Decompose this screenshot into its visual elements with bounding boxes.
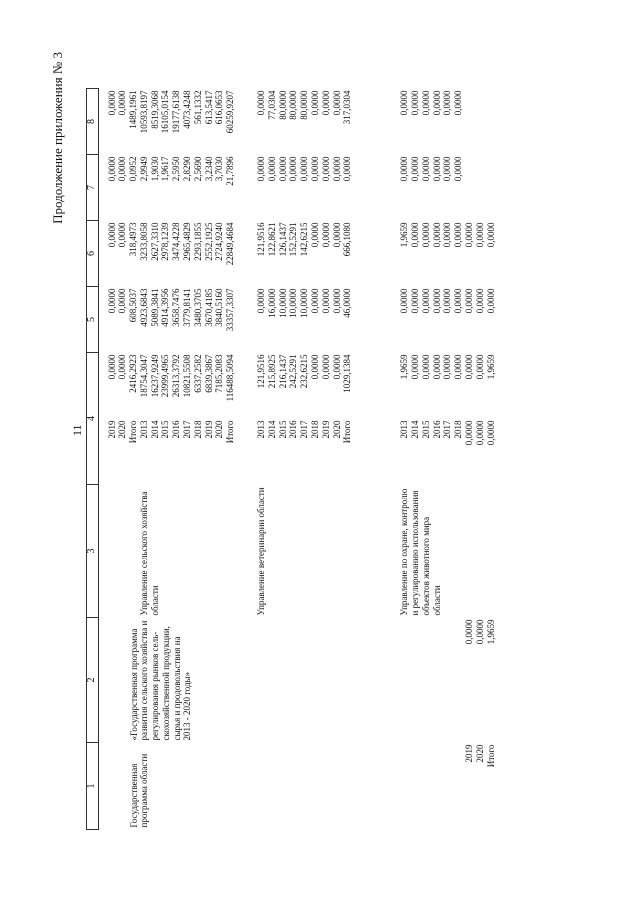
budget-table (86, 88, 496, 830)
value-cell: 2724,9240 (214, 222, 225, 261)
value-cell: 18754,3047 (138, 354, 149, 398)
value-cell: 23999,4965 (160, 354, 171, 398)
value-cell: 5089,3841 (149, 288, 160, 327)
value-cell: 80,0000 (288, 90, 299, 120)
value-cell: 0,0000 (331, 288, 342, 314)
value-cell: 77,0304 (266, 90, 277, 120)
year-cell: 2014 (266, 420, 277, 439)
year-cell: 2020 (474, 744, 485, 763)
value-cell: 2,9949 (138, 156, 149, 182)
value-cell: 33357,3307 (225, 288, 236, 332)
value-cell: 1,9659 (399, 222, 410, 248)
program-type-cell: Государственная программа области (128, 753, 150, 828)
organization-cell: Управление по охране, контролю и регулированию использования объектов животного мира области (399, 488, 442, 616)
year-cell: 2014 (149, 420, 160, 439)
column-header: 2 (87, 618, 99, 743)
value-cell: 0,0000 (299, 156, 310, 182)
value-cell: 0,0000 (117, 90, 128, 116)
value-cell: 0,0000 (420, 222, 431, 248)
value-cell: 142,6215 (299, 222, 310, 257)
column-header: 4 (87, 353, 99, 485)
value-cell: 0,0000 (442, 354, 453, 380)
value-cell: 0,0000 (256, 156, 267, 182)
year-cell: Итого (485, 744, 496, 768)
value-cell: 666,1080 (342, 222, 353, 257)
value-cell: 121,9516 (256, 354, 267, 389)
value-cell: 3474,4228 (171, 222, 182, 261)
organization-cell: Управление ветеринарии области (256, 487, 267, 616)
value-cell: 121,9516 (256, 222, 267, 257)
value-cell: 561,1332 (192, 90, 203, 125)
value-cell: 116488,5094 (225, 354, 236, 402)
program-name-cell: «Государственная программа развития сельского хозяйства и регулирования рынков сель-скохозяйственной продукции, сырья и продовольствия на 2013 - 2020 годы» (128, 620, 193, 741)
value-cell: 0,0000 (474, 420, 485, 446)
value-cell: 122,8621 (266, 222, 277, 257)
value-cell: 0,0000 (106, 354, 117, 380)
value-cell: 16237,9249 (149, 354, 160, 398)
value-cell: 0,0000 (256, 90, 267, 116)
page-number: 11 (70, 424, 84, 436)
year-cell: Итого (128, 420, 139, 444)
value-cell: 16105,0154 (160, 90, 171, 134)
value-cell: 0,0000 (320, 222, 331, 248)
value-cell: 0,0000 (485, 420, 496, 446)
value-cell: 0,0000 (410, 354, 421, 380)
value-cell: 0,0000 (431, 222, 442, 248)
year-cell: 2018 (192, 420, 203, 439)
value-cell: 0,0000 (310, 90, 321, 116)
value-cell: 0,0000 (399, 90, 410, 116)
value-cell: 22849,4684 (225, 222, 236, 266)
value-cell: 0,0000 (453, 222, 464, 248)
value-cell: 0,0000 (453, 354, 464, 380)
column-header: 7 (87, 155, 99, 221)
year-cell: 2017 (299, 420, 310, 439)
value-cell: 0,0000 (420, 354, 431, 380)
year-cell: 2017 (442, 420, 453, 439)
value-cell: 0,0000 (331, 222, 342, 248)
value-cell: 21,7896 (225, 156, 236, 186)
value-cell: 1029,1384 (342, 354, 353, 393)
column-header: 6 (87, 221, 99, 287)
value-cell: 3658,7476 (171, 288, 182, 327)
value-cell: 0,0000 (485, 288, 496, 314)
value-cell: 0,0000 (410, 90, 421, 116)
value-cell: 0,0952 (128, 156, 139, 182)
value-cell: 10593,8197 (138, 90, 149, 134)
year-cell: 2020 (214, 420, 225, 439)
value-cell: 0,0000 (410, 288, 421, 314)
value-cell: 0,0000 (420, 156, 431, 182)
value-cell: 0,0000 (320, 354, 331, 380)
value-cell: 215,8925 (266, 354, 277, 389)
value-cell: 2,5690 (192, 156, 203, 182)
value-cell: 0,0000 (342, 156, 353, 182)
value-cell: 3,7030 (214, 156, 225, 182)
value-cell: 0,0000 (431, 354, 442, 380)
year-cell: Итого (225, 420, 236, 444)
year-cell: 2015 (160, 420, 171, 439)
column-header: 1 (87, 743, 99, 830)
value-cell: 3,2340 (203, 156, 214, 182)
value-cell: 3779,8141 (182, 288, 193, 327)
column-header: 3 (87, 485, 99, 618)
value-cell: 60259,9207 (225, 90, 236, 134)
value-cell: 242,5291 (288, 354, 299, 389)
value-cell: 0,0000 (453, 156, 464, 182)
value-cell: 0,0000 (310, 222, 321, 248)
value-cell: 608,5037 (128, 288, 139, 323)
year-cell: 2018 (310, 420, 321, 439)
value-cell: 1,9030 (149, 156, 160, 182)
table-row (486, 89, 497, 830)
value-cell: 10,0000 (299, 288, 310, 318)
value-cell: 616,0653 (214, 90, 225, 125)
value-cell: 2293,1855 (192, 222, 203, 261)
value-cell: 2416,2923 (128, 354, 139, 393)
value-cell: 126,1437 (277, 222, 288, 257)
year-cell: 2016 (431, 420, 442, 439)
value-cell: 0,0000 (106, 288, 117, 314)
value-cell: 0,0000 (474, 354, 485, 380)
value-cell: 2552,1925 (203, 222, 214, 261)
value-cell: 0,0000 (431, 156, 442, 182)
table-row (107, 89, 118, 830)
value-cell: 1,9659 (485, 354, 496, 380)
value-cell: 16,0000 (266, 288, 277, 318)
value-cell: 0,0000 (310, 156, 321, 182)
value-cell: 80,0000 (277, 90, 288, 120)
value-cell: 0,0000 (442, 156, 453, 182)
value-cell: 0,0000 (474, 222, 485, 248)
value-cell: 216,1437 (277, 354, 288, 389)
value-cell: 80,0000 (299, 90, 310, 120)
year-cell: 2017 (182, 420, 193, 439)
year-cell: 2020 (117, 420, 128, 439)
year-cell: 2019 (464, 744, 475, 763)
value-cell: 0,0000 (331, 156, 342, 182)
year-cell: 2019 (320, 420, 331, 439)
value-cell: 10,0000 (277, 288, 288, 318)
value-cell: 0,0000 (117, 222, 128, 248)
value-cell: 0,0000 (256, 288, 267, 314)
value-cell: 0,0000 (474, 619, 485, 645)
year-cell: 2019 (106, 420, 117, 439)
year-cell: 2016 (288, 420, 299, 439)
value-cell: 0,0000 (320, 90, 331, 116)
year-cell: 2014 (410, 420, 421, 439)
value-cell: 2978,1239 (160, 222, 171, 261)
value-cell: 0,0000 (453, 90, 464, 116)
value-cell: 26313,3792 (171, 354, 182, 398)
appendix-caption: Продолжение приложения № 3 (50, 52, 65, 224)
value-cell: 232,6215 (299, 354, 310, 389)
table-row (464, 89, 475, 830)
year-cell: 2016 (171, 420, 182, 439)
value-cell: 0,0000 (106, 90, 117, 116)
value-cell: 0,0000 (453, 288, 464, 314)
value-cell: 1,9617 (160, 156, 171, 182)
value-cell: 2,8290 (182, 156, 193, 182)
value-cell: 0,0000 (442, 222, 453, 248)
value-cell: 0,0000 (117, 156, 128, 182)
value-cell: 0,0000 (464, 288, 475, 314)
value-cell: 6337,2582 (192, 354, 203, 393)
table-row (475, 89, 486, 830)
year-cell: 2020 (331, 420, 342, 439)
value-cell: 2,5950 (171, 156, 182, 182)
value-cell: 0,0000 (431, 288, 442, 314)
value-cell: 152,5291 (288, 222, 299, 257)
column-header: 8 (87, 89, 99, 155)
value-cell: 0,0000 (266, 156, 277, 182)
value-cell: 613,5417 (203, 90, 214, 125)
value-cell: 4914,3956 (160, 288, 171, 327)
value-cell: 0,0000 (117, 354, 128, 380)
value-cell: 0,0000 (464, 619, 475, 645)
value-cell: 0,0000 (464, 420, 475, 446)
table-body (107, 89, 497, 830)
value-cell: 0,0000 (320, 288, 331, 314)
year-cell: Итого (342, 420, 353, 444)
value-cell: 10,0000 (288, 288, 299, 318)
value-cell: 6839,3867 (203, 354, 214, 393)
value-cell: 0,0000 (420, 288, 431, 314)
value-cell: 0,0000 (277, 156, 288, 182)
value-cell: 1,9659 (485, 619, 496, 645)
value-cell: 3670,4185 (203, 288, 214, 327)
value-cell: 0,0000 (485, 222, 496, 248)
value-cell: 0,0000 (420, 90, 431, 116)
year-cell: 2013 (138, 420, 149, 439)
year-cell: 2013 (256, 420, 267, 439)
value-cell: 0,0000 (117, 288, 128, 314)
value-cell: 0,0000 (320, 156, 331, 182)
value-cell: 2627,3310 (149, 222, 160, 261)
value-cell: 0,0000 (106, 156, 117, 182)
year-cell: 2019 (203, 420, 214, 439)
value-cell: 10821,5508 (182, 354, 193, 398)
value-cell: 0,0000 (310, 354, 321, 380)
value-cell: 0,0000 (431, 90, 442, 116)
year-cell: 2015 (420, 420, 431, 439)
year-cell: 2013 (399, 420, 410, 439)
value-cell: 0,0000 (106, 222, 117, 248)
value-cell: 0,0000 (410, 222, 421, 248)
value-cell: 318,4973 (128, 222, 139, 257)
value-cell: 0,0000 (442, 90, 453, 116)
value-cell: 3840,5160 (214, 288, 225, 327)
value-cell: 0,0000 (464, 222, 475, 248)
value-cell: 4073,4248 (182, 90, 193, 129)
value-cell: 0,0000 (474, 288, 485, 314)
document-page (40, 22, 600, 882)
value-cell: 4923,6843 (138, 288, 149, 327)
value-cell: 0,0000 (442, 288, 453, 314)
year-cell: 2015 (277, 420, 288, 439)
value-cell: 0,0000 (288, 156, 299, 182)
value-cell: 0,0000 (399, 288, 410, 314)
value-cell: 19177,6138 (171, 90, 182, 134)
value-cell: 0,0000 (464, 354, 475, 380)
value-cell: 2965,4829 (182, 222, 193, 261)
value-cell: 1,9659 (399, 354, 410, 380)
value-cell: 0,0000 (310, 288, 321, 314)
value-cell: 0,0000 (331, 354, 342, 380)
value-cell: 3233,8058 (138, 222, 149, 261)
year-cell: 2018 (453, 420, 464, 439)
value-cell: 0,0000 (410, 156, 421, 182)
value-cell: 3480,3705 (192, 288, 203, 327)
value-cell: 0,0000 (399, 156, 410, 182)
value-cell: 317,0304 (342, 90, 353, 125)
organization-cell: Управление сельского хозяйства области (138, 491, 160, 616)
value-cell: 46,0000 (342, 288, 353, 318)
value-cell: 1489,1961 (128, 90, 139, 129)
value-cell: 7185,2083 (214, 354, 225, 393)
value-cell: 8519,3068 (149, 90, 160, 129)
column-header: 5 (87, 287, 99, 353)
organization-cell (107, 485, 139, 618)
value-cell: 0,0000 (331, 90, 342, 116)
column-number-row (87, 89, 99, 830)
